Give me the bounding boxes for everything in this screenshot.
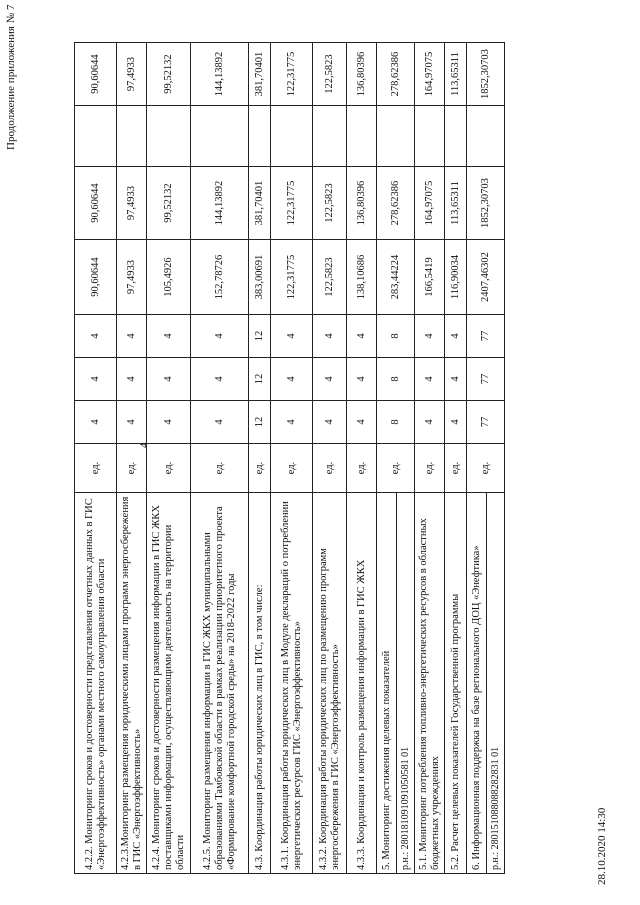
- unit-cell: ед.: [249, 444, 271, 493]
- table-row: [191, 43, 249, 874]
- empty-cell: [75, 106, 117, 167]
- value-cell: 4: [415, 315, 445, 358]
- value-cell: 12: [249, 401, 271, 444]
- table-row: [75, 43, 117, 874]
- value-cell: 4: [117, 401, 147, 444]
- table-row: [313, 43, 347, 874]
- value-cell: 164,97075: [415, 167, 445, 240]
- value-cell: 283,44224: [377, 240, 415, 315]
- value-cell: 144,13892: [191, 167, 249, 240]
- row-name: 4.3.1. Координация работы юридических лиц в Модуле деклараций о потреблении энергетических ресурсов ГИС «Энергоэффективность»: [271, 493, 313, 874]
- row-name: 5. Мониторинг достижения целевых показателей: [377, 493, 397, 874]
- empty-cell: [271, 106, 313, 167]
- value-cell: 90,60644: [75, 240, 117, 315]
- value-cell: 4: [117, 315, 147, 358]
- value-cell: 4: [191, 401, 249, 444]
- value-cell: 4: [147, 401, 191, 444]
- row-name: 4.3. Координация работы юридических лиц в ГИС, в том числе:: [249, 493, 271, 874]
- value-cell: 4: [347, 401, 377, 444]
- empty-cell: [467, 106, 505, 167]
- empty-cell: [347, 106, 377, 167]
- value-cell: 4: [271, 401, 313, 444]
- value-cell: 4: [191, 358, 249, 401]
- value-cell: 278,62386: [377, 43, 415, 106]
- empty-cell: [377, 106, 415, 167]
- empty-cell: [415, 106, 445, 167]
- value-cell: 12: [249, 358, 271, 401]
- value-cell: 4: [75, 401, 117, 444]
- unit-cell: ед.: [147, 444, 191, 493]
- unit-cell: ед.: [415, 444, 445, 493]
- value-cell: 4: [313, 315, 347, 358]
- value-cell: 99,52132: [147, 167, 191, 240]
- value-cell: 4: [347, 315, 377, 358]
- value-cell: 90,60644: [75, 43, 117, 106]
- value-cell: 381,70401: [249, 43, 271, 106]
- print-date: 28.10.2020 14:30: [596, 807, 608, 885]
- value-cell: 4: [415, 401, 445, 444]
- value-cell: 77: [467, 401, 505, 444]
- value-cell: 4: [445, 401, 467, 444]
- unit-cell: ед.: [347, 444, 377, 493]
- data-table: [74, 42, 505, 874]
- table-row: [415, 43, 445, 874]
- value-cell: 77: [467, 315, 505, 358]
- value-cell: 122,5823: [313, 43, 347, 106]
- registry-number: р.н.: 280151088088282831 01: [487, 493, 505, 874]
- unit-cell: ед.: [313, 444, 347, 493]
- unit-cell: ед.: [75, 444, 117, 493]
- row-name: 4.2.5. Мониторинг размещения информации в ГИС ЖКХ муниципальными образованиями Тамбовской области в рамках реализации приоритетного проекта «Формирование комфортной городской среды» на 2018-2022 годы: [191, 493, 249, 874]
- value-cell: 278,62386: [377, 167, 415, 240]
- value-cell: 138,10686: [347, 240, 377, 315]
- value-cell: 381,70401: [249, 167, 271, 240]
- value-cell: 97,4933: [117, 167, 147, 240]
- value-cell: 4: [191, 315, 249, 358]
- empty-cell: [313, 106, 347, 167]
- value-cell: 4: [147, 358, 191, 401]
- unit-cell: ед.: [377, 444, 415, 493]
- value-cell: 1852,30703: [467, 167, 505, 240]
- row-name: 4.2.2. Мониторинг сроков и достоверности представления отчетных данных в ГИС «Энергоэффективность» органами местного самоуправления области: [75, 493, 117, 874]
- value-cell: 4: [147, 315, 191, 358]
- empty-cell: [445, 106, 467, 167]
- value-cell: 166,5419: [415, 240, 445, 315]
- empty-cell: [117, 106, 147, 167]
- value-cell: 4: [415, 358, 445, 401]
- value-cell: 90,60644: [75, 167, 117, 240]
- row-name: 4.3.2. Координация работы юридических лиц по размещению программ энергосбережения в ГИС «Энергоэффективность»: [313, 493, 347, 874]
- value-cell: 4: [75, 315, 117, 358]
- row-name: 4.2.4. Мониторинг сроков и достоверности размещения информации в ГИС ЖКХ поставщиками информации, осуществляющими деятельность на территории области: [147, 493, 191, 874]
- empty-cell: [191, 106, 249, 167]
- value-cell: 122,31775: [271, 167, 313, 240]
- value-cell: 4: [271, 358, 313, 401]
- table-row: [467, 43, 487, 874]
- value-cell: 122,31775: [271, 43, 313, 106]
- row-name: 5.1. Мониторинг потребления топливно-энергетических ресурсов в областных бюджетных учреждениях: [415, 493, 445, 874]
- value-cell: 12: [249, 315, 271, 358]
- value-cell: 144,13892: [191, 43, 249, 106]
- table-row: [347, 43, 377, 874]
- table-row: [249, 43, 271, 874]
- table-row: [445, 43, 467, 874]
- value-cell: 116,90034: [445, 240, 467, 315]
- value-cell: 383,00691: [249, 240, 271, 315]
- empty-cell: [249, 106, 271, 167]
- table-row: [147, 43, 191, 874]
- row-name: 4.3.3. Координация и контроль размещения информации в ГИС ЖКХ: [347, 493, 377, 874]
- value-cell: 99,52132: [147, 43, 191, 106]
- row-name: 6. Информационная поддержка на базе регионального ДОЦ «Энефтика»: [467, 493, 487, 874]
- appendix-caption: Продолжение приложения № 7: [5, 4, 17, 150]
- value-cell: 113,65311: [445, 43, 467, 106]
- value-cell: 113,65311: [445, 167, 467, 240]
- value-cell: 8: [377, 401, 415, 444]
- value-cell: 8: [377, 358, 415, 401]
- table-row: [271, 43, 313, 874]
- registry-number: р.н.: 280181091091050581 01: [397, 493, 415, 874]
- row-name: 4.2.3.Мониторинг размещения юридическими лицами программ энергосбережения в ГИС «Энергоэффективность»: [117, 493, 147, 874]
- unit-cell: ед.: [191, 444, 249, 493]
- value-cell: 4: [117, 358, 147, 401]
- value-cell: 4: [445, 315, 467, 358]
- value-cell: 1852,30703: [467, 43, 505, 106]
- value-cell: 4: [75, 358, 117, 401]
- unit-cell: ед.: [467, 444, 505, 493]
- value-cell: 152,78726: [191, 240, 249, 315]
- value-cell: 97,4933: [117, 43, 147, 106]
- value-cell: 122,5823: [313, 240, 347, 315]
- value-cell: 4: [313, 401, 347, 444]
- value-cell: 2407,46302: [467, 240, 505, 315]
- unit-cell: ед.: [117, 444, 147, 493]
- value-cell: 97,4933: [117, 240, 147, 315]
- value-cell: 4: [347, 358, 377, 401]
- value-cell: 4: [313, 358, 347, 401]
- value-cell: 4: [445, 358, 467, 401]
- value-cell: 105,4926: [147, 240, 191, 315]
- table-row: [117, 43, 147, 874]
- row-name: 5.2. Расчет целевых показателей Государственной программы: [445, 493, 467, 874]
- unit-cell: ед.: [445, 444, 467, 493]
- value-cell: 4: [271, 315, 313, 358]
- value-cell: 136,80396: [347, 43, 377, 106]
- page-number: 4: [138, 442, 150, 448]
- value-cell: 136,80396: [347, 167, 377, 240]
- value-cell: 164,97075: [415, 43, 445, 106]
- empty-cell: [147, 106, 191, 167]
- value-cell: 77: [467, 358, 505, 401]
- value-cell: 122,5823: [313, 167, 347, 240]
- unit-cell: ед.: [271, 444, 313, 493]
- value-cell: 122,31775: [271, 240, 313, 315]
- table-row: [377, 43, 397, 874]
- value-cell: 8: [377, 315, 415, 358]
